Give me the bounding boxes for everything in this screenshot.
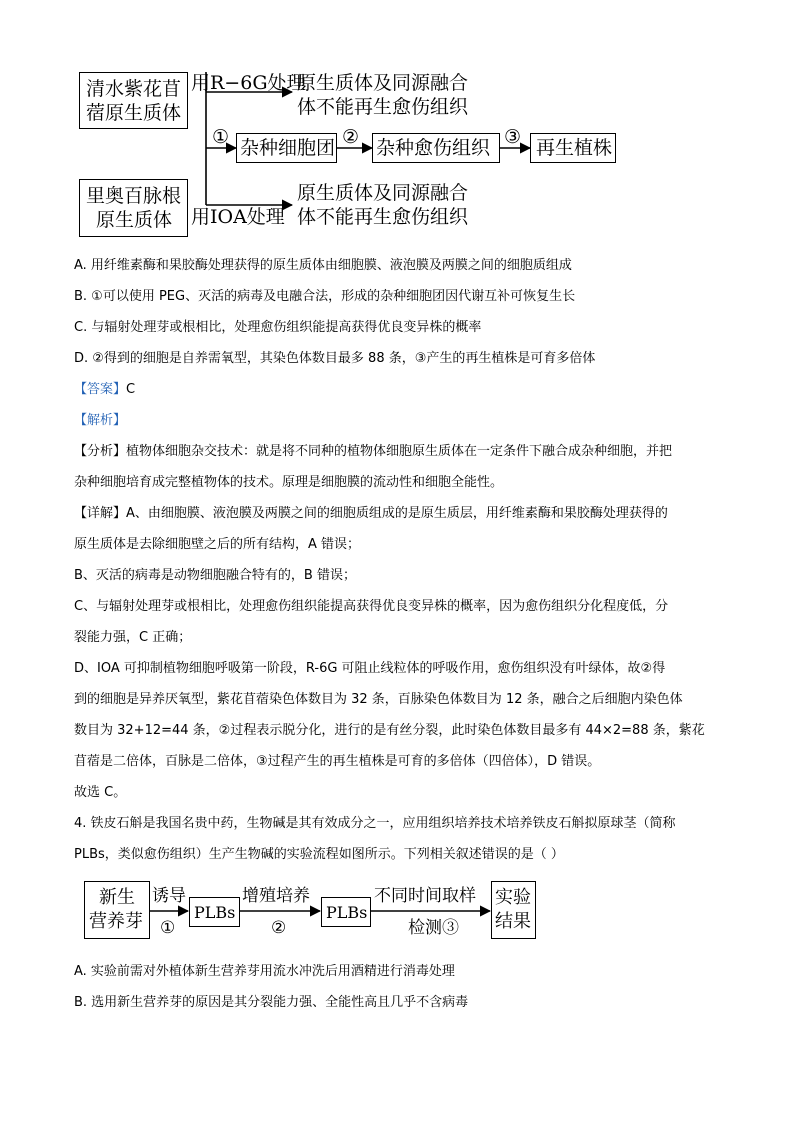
- step3-label: ③: [504, 126, 522, 148]
- q4-stem-line: 4. 铁皮石斛是我国名贵中药，生物碱是其有效成分之一，应用组织培养技术培养铁皮石斛拟原球茎（简称: [74, 816, 676, 831]
- induce-label: 诱导: [152, 886, 186, 906]
- box-liao-line1: 里奥百脉根: [86, 185, 182, 207]
- xiangjie-line: 数目为 32+12=44 条，②过程表示脱分化，进行的是有丝分裂，此时染色体数目最多有 44×2=88 条，紫花: [74, 723, 705, 738]
- label-r6g: 用R−6G处理: [191, 72, 306, 94]
- xiangjie-line: 故选 C。: [74, 785, 127, 800]
- xiangjie-line: 苜蓿是二倍体，百脉是二倍体，③过程产生的再生植株是可育的多倍体（四倍体），D 错误。: [74, 754, 601, 769]
- q3-option-c: C. 与辐射处理芽或根相比，处理愈伤组织能提高获得优良变异株的概率: [74, 320, 482, 335]
- answer-tag: 【答案】: [74, 382, 127, 397]
- box-hybrid-callus-label: 杂种愈伤组织: [376, 137, 491, 159]
- box-plbs-2-label: PLBs: [326, 903, 368, 922]
- box-experiment-result: [491, 881, 536, 939]
- q4-stem-line: PLBs，类似愈伤组织）生产生物碱的实验流程如图所示。下列相关叙述错误的是（ ）: [74, 847, 564, 862]
- box-new-bud: [84, 881, 150, 939]
- box-qingshui-line2: 蓿原生质体: [86, 102, 182, 124]
- box-plbs-1-label: PLBs: [194, 903, 236, 922]
- box-qingshui-line1: 清水紫花苜: [86, 78, 182, 100]
- q4-option-b: B. 选用新生营养芽的原因是其分裂能力强、全能性高且几乎不含病毒: [74, 995, 469, 1010]
- q3-option-d: D. ②得到的细胞是自养需氧型，其染色体数目最多 88 条，③产生的再生植株是可育多倍体: [74, 351, 596, 366]
- xiangjie-line: 原生质体是去除细胞壁之后的所有结构，A 错误；: [74, 537, 361, 552]
- xiangjie-line: C、与辐射处理芽或根相比，处理愈伤组织能提高获得优良变异株的概率，因为愈伤组织分化程度低，分: [74, 599, 669, 614]
- q3-option-a: A. 用纤维素酶和果胶酶处理获得的原生质体由细胞膜、液泡膜及两膜之间的细胞质组成: [74, 258, 572, 273]
- box-plbs-2: [321, 897, 371, 927]
- step1-label: ①: [212, 126, 230, 148]
- box-new-bud-line1: 新生: [99, 887, 135, 908]
- xiangjie-line: 到的细胞是异养厌氧型，紫花苜蓿染色体数目为 32 条，百脉染色体数目为 12 条，融合之后细胞内染色体: [74, 692, 683, 707]
- sample-label: 不同时间取样: [374, 886, 476, 906]
- result-top-line1: 原生质体及同源融合: [297, 72, 469, 94]
- xiangjie-line: 【详解】A、由细胞膜、液泡膜及两膜之间的细胞质组成的是原生质层，用纤维素酶和果胶酶处理获得的: [74, 506, 668, 521]
- box-plbs-1: [189, 897, 240, 927]
- box-experiment-result-line1: 实验: [495, 887, 531, 908]
- sample-step: 检测③: [408, 918, 459, 938]
- xiangjie-line: 裂能力强，C 正确；: [74, 630, 192, 645]
- box-regen-plant-label: 再生植株: [536, 137, 613, 159]
- box-new-bud-line2: 营养芽: [89, 911, 143, 932]
- result-bottom-line1: 原生质体及同源融合: [297, 182, 469, 204]
- result-bottom-line2: 体不能再生愈伤组织: [297, 206, 469, 228]
- fenxi-line: 【分析】植物体细胞杂交技术：就是将不同种的植物体细胞原生质体在一定条件下融合成杂种细胞，并把: [74, 444, 673, 459]
- q3-option-b: B. ①可以使用 PEG、灭活的病毒及电融合法，形成的杂种细胞团因代谢互补可恢复生长: [74, 289, 576, 304]
- xiangjie-line: B、灭活的病毒是动物细胞融合特有的，B 错误；: [74, 568, 356, 583]
- analysis-tag: 【解析】: [74, 413, 127, 428]
- xiangjie-line: D、IOA 可抑制植物细胞呼吸第一阶段，R-6G 可阻止线粒体的呼吸作用，愈伤组织没有叶绿体，故②得: [74, 661, 666, 676]
- fenxi-line: 杂种细胞培育成完整植物体的技术。原理是细胞膜的流动性和细胞全能性。: [74, 475, 504, 490]
- prolif-label: 增殖培养: [242, 886, 310, 906]
- answer-value: C: [126, 382, 136, 397]
- box-hybrid-cell-label: 杂种细胞团: [240, 137, 336, 159]
- prolif-step: ②: [271, 918, 287, 938]
- result-top-line2: 体不能再生愈伤组织: [297, 96, 469, 118]
- step2-label: ②: [342, 126, 360, 148]
- box-experiment-result-line2: 结果: [495, 911, 531, 932]
- box-liao-line2: 原生质体: [96, 209, 173, 231]
- q4-option-a: A. 实验前需对外植体新生营养芽用流水冲洗后用酒精进行消毒处理: [74, 964, 455, 979]
- label-ioa: 用IOA处理: [191, 206, 285, 228]
- induce-step: ①: [160, 918, 176, 938]
